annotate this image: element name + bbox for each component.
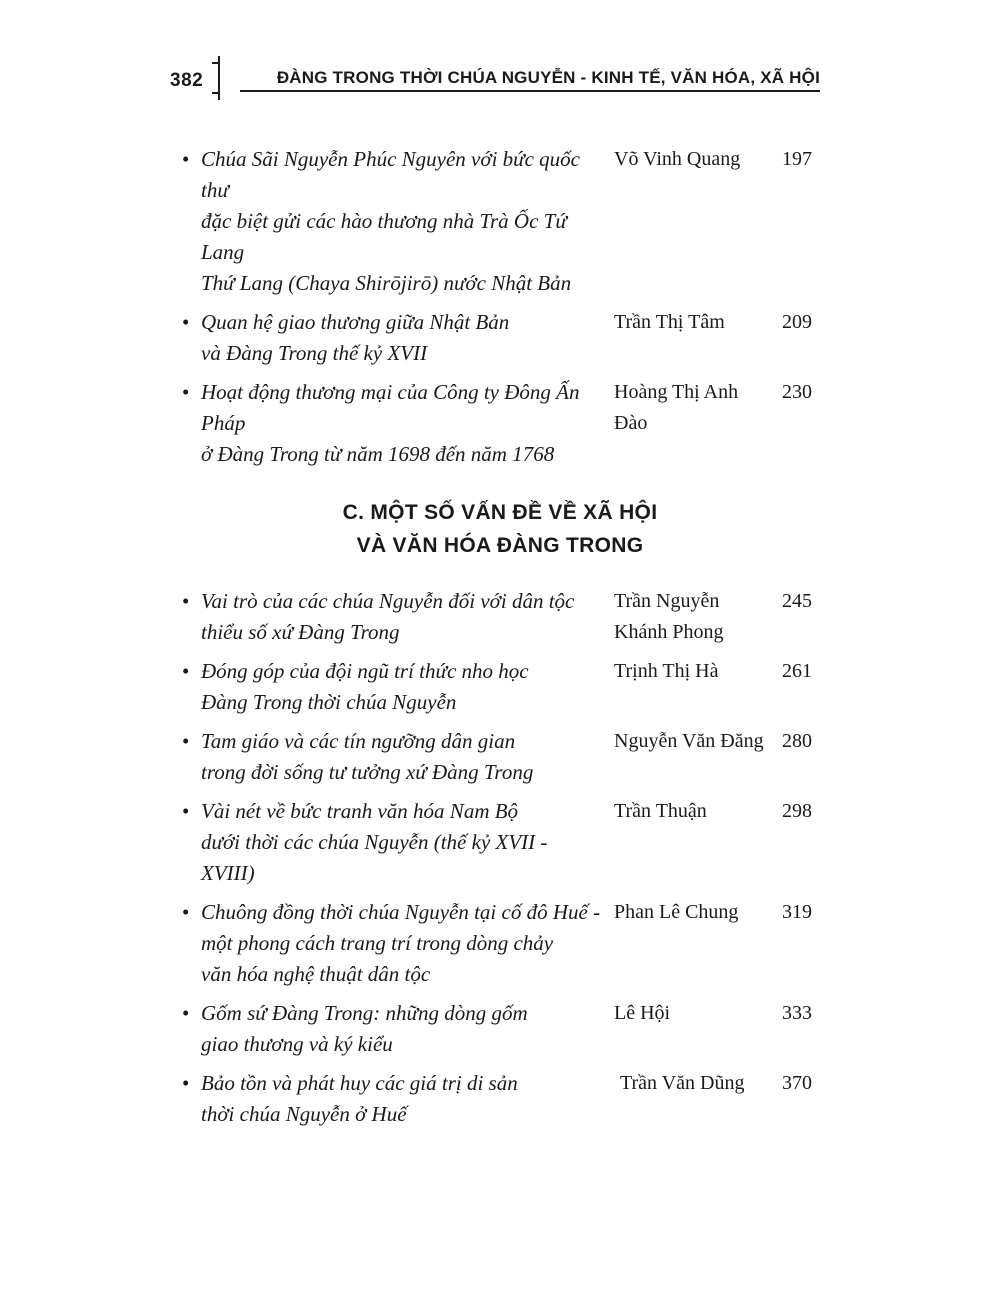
entry-page-number: 298 [782, 800, 812, 822]
header-divider-tick [212, 92, 218, 94]
entry-title-line: ở Đàng Trong từ năm 1698 đến năm 1768 [201, 442, 555, 466]
entry-page-number: 370 [782, 1072, 812, 1094]
entry-title-line: Gốm sứ Đàng Trong: những dòng gốm [201, 1001, 528, 1025]
entry-author-line: Lê Hội [614, 1002, 671, 1024]
section-heading-line: VÀ VĂN HÓA ĐÀNG TRONG [356, 534, 644, 557]
entry-title [201, 796, 601, 889]
toc-entry [180, 144, 820, 299]
entry-title-line: giao thương và ký kiểu [201, 1032, 393, 1056]
entry-author-line: Võ Vinh Quang [614, 148, 741, 170]
bullet-icon: • [182, 659, 190, 683]
entry-title-line: dưới thời các chúa Nguyễn (thế kỷ XVII - XVIII) [201, 830, 548, 885]
bullet-icon: • [182, 1071, 190, 1095]
entry-title [201, 377, 601, 470]
entry-page-number: 245 [782, 590, 812, 612]
toc-entry [180, 796, 820, 889]
entry-page-number: 261 [782, 660, 812, 682]
bullet-icon: • [182, 589, 190, 613]
entry-page-number: 333 [782, 1002, 812, 1024]
page-header [0, 0, 1000, 110]
toc-list-section-c [180, 586, 820, 1130]
entry-page-number: 319 [782, 901, 812, 923]
table-of-contents [180, 144, 820, 1138]
entry-title-line: Chuông đồng thời chúa Nguyễn tại cố đô Huế - [201, 900, 601, 924]
entry-title-line: đặc biệt gửi các hào thương nhà Trà Ốc Tứ Lang [201, 209, 567, 264]
toc-entry [180, 897, 820, 990]
entry-title [201, 1068, 601, 1130]
entry-title-line: văn hóa nghệ thuật dân tộc [201, 962, 431, 986]
entry-author [614, 586, 774, 648]
bullet-icon: • [182, 1001, 190, 1025]
entry-title [201, 998, 601, 1060]
entry-page-number: 280 [782, 730, 812, 752]
entry-title-line: một phong cách trang trí trong dòng chảy [201, 931, 554, 955]
entry-title [201, 897, 601, 990]
toc-entry [180, 656, 820, 718]
header-divider [218, 56, 220, 100]
toc-entry [180, 377, 820, 470]
entry-title-line: Bảo tồn và phát huy các giá trị di sản [201, 1071, 518, 1095]
toc-entry [180, 1068, 820, 1130]
entry-title-line: Đàng Trong thời chúa Nguyễn [201, 690, 457, 714]
bullet-icon: • [182, 900, 190, 924]
entry-title-line: Vài nét về bức tranh văn hóa Nam Bộ [201, 799, 519, 823]
entry-author-line: Khánh Phong [614, 621, 724, 643]
entry-author [620, 1068, 780, 1099]
entry-author [614, 144, 774, 175]
toc-entry [180, 726, 820, 788]
entry-title-line: và Đàng Trong thế kỷ XVII [201, 341, 428, 365]
entry-title [201, 586, 601, 648]
entry-author [614, 998, 774, 1029]
entry-title-line: Thứ Lang (Chaya Shirōjirō) nước Nhật Bản [201, 271, 572, 295]
entry-title [201, 726, 601, 788]
section-heading-line: C. MỘT SỐ VẤN ĐỀ VỀ XÃ HỘI [342, 501, 658, 524]
entry-author [614, 796, 774, 827]
header-rule [240, 90, 820, 92]
bullet-icon: • [182, 380, 190, 404]
entry-title [201, 307, 601, 369]
entry-page-number: 197 [782, 148, 812, 170]
toc-entry [180, 307, 820, 369]
entry-title-line: Vai trò của các chúa Nguyễn đối với dân tộc [201, 589, 575, 613]
bullet-icon: • [182, 729, 190, 753]
entry-title-line: Quan hệ giao thương giữa Nhật Bản [201, 310, 510, 334]
bullet-icon: • [182, 799, 190, 823]
entry-author-line: Hoàng Thị Anh Đào [614, 381, 739, 434]
entry-author-line: Trần Thuận [614, 800, 707, 822]
toc-entry [180, 998, 820, 1060]
entry-title-line: Hoạt động thương mại của Công ty Đông Ấn Pháp [201, 380, 580, 435]
entry-title-line: Chúa Sãi Nguyễn Phúc Nguyên với bức quốc thư [201, 147, 580, 202]
entry-page-number: 230 [782, 381, 812, 403]
bullet-icon: • [182, 147, 190, 171]
entry-title [201, 144, 601, 299]
entry-title-line: Tam giáo và các tín ngưỡng dân gian [201, 729, 516, 753]
entry-author [614, 897, 774, 928]
entry-title-line: thiểu số xứ Đàng Trong [201, 620, 400, 644]
toc-list-section-b [180, 144, 820, 470]
page-number: 382 [170, 70, 204, 91]
entry-author [614, 726, 774, 757]
running-title: ĐÀNG TRONG THỜI CHÚA NGUYỄN - KINH TẾ, VĂN HÓA, XÃ HỘI [276, 68, 820, 87]
entry-author-line: Trần Nguyễn [614, 590, 720, 612]
entry-author-line: Trần Văn Dũng [620, 1072, 745, 1094]
entry-title-line: trong đời sống tư tưởng xứ Đàng Trong [201, 760, 534, 784]
entry-author-line: Phan Lê Chung [614, 901, 739, 923]
entry-title [201, 656, 601, 718]
section-heading-c [180, 496, 820, 562]
entry-author [614, 307, 774, 338]
bullet-icon: • [182, 310, 190, 334]
toc-entry [180, 586, 820, 648]
entry-author-line: Nguyễn Văn Đăng [614, 730, 764, 752]
entry-author [614, 656, 774, 687]
header-divider-tick [212, 62, 218, 64]
entry-author-line: Trịnh Thị Hà [614, 660, 719, 682]
entry-author-line: Trần Thị Tâm [614, 311, 725, 333]
entry-author [614, 377, 774, 439]
entry-page-number: 209 [782, 311, 812, 333]
entry-title-line: thời chúa Nguyễn ở Huế [201, 1102, 407, 1126]
entry-title-line: Đóng góp của đội ngũ trí thức nho học [201, 659, 529, 683]
